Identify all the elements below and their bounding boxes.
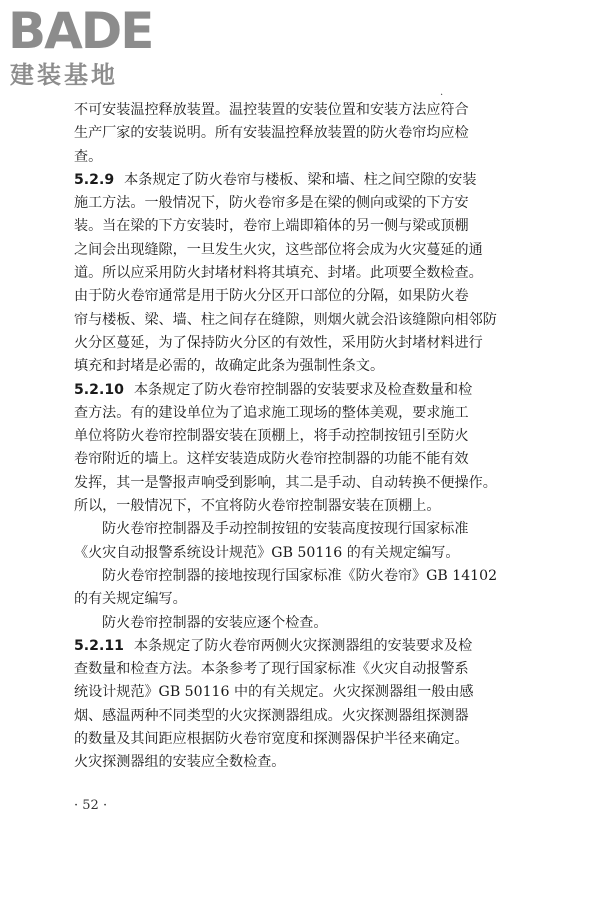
- text-line: [74, 146, 530, 169]
- text-line: [74, 705, 530, 728]
- text-line: [74, 169, 530, 192]
- text-line: [74, 262, 530, 285]
- text-line: [74, 635, 530, 658]
- line-text: 的数量及其间距应根据防火卷帘宽度和探测器保护半径来确定。: [74, 731, 469, 748]
- text-line: [74, 425, 530, 448]
- logo: [8, 2, 178, 89]
- text-line: [74, 658, 530, 681]
- line-text: 本条规定了防火卷帘两侧火灾探测器组的安装要求及检: [133, 637, 473, 654]
- text-line: [74, 751, 530, 774]
- line-text: 查。: [74, 148, 103, 165]
- line-text: 卷帘附近的墙上。这样安装造成防火卷帘控制器的功能不能有效: [74, 451, 469, 468]
- text-line: [74, 565, 530, 588]
- line-text: 防火卷帘控制器的接地按现行国家标准《防火卷帘》GB 14102: [102, 567, 498, 584]
- text-line: [74, 448, 530, 471]
- document-body: [74, 99, 530, 775]
- line-text: 道。所以应采用防火封堵材料将其填充、封堵。此项要全数检查。: [74, 265, 483, 282]
- text-line: [74, 612, 530, 635]
- text-line: [74, 239, 530, 262]
- text-line: [74, 402, 530, 425]
- text-line: [74, 122, 530, 145]
- line-text: 烟、感温两种不同类型的火灾探测器组成。火灾探测器组探测器: [74, 707, 469, 724]
- line-text: 防火卷帘控制器及手动控制按钮的安装高度按现行国家标准: [102, 521, 469, 538]
- line-text: 发挥，其一是警报声响受到影响，其二是手动、自动转换不便操作。: [74, 474, 497, 491]
- text-line: [74, 518, 530, 541]
- text-line: [74, 379, 530, 402]
- text-line: [74, 472, 530, 495]
- line-text: 的有关规定编写。: [74, 591, 187, 608]
- line-text: 不可安装温控释放装置。温控装置的安装位置和安装方法应符合: [74, 102, 469, 118]
- line-text: 由于防火卷帘通常是用于防火分区开口部位的分隔，如果防火卷: [74, 288, 469, 305]
- stray-dot: .: [440, 87, 444, 98]
- line-text: 本条规定了防火卷帘控制器的安装要求及检查数量和检: [133, 381, 473, 398]
- text-line: [74, 192, 530, 215]
- logo-wordmark: BADE: [8, 2, 153, 60]
- line-text: 装。当在梁的下方安装时，卷帘上端即箱体的另一侧与梁或顶棚: [74, 218, 469, 235]
- line-text: 之间会出现缝隙，一旦发生火灾，这些部位将会成为火灾蔓延的通: [74, 241, 483, 258]
- line-text: 单位将防火卷帘控制器安装在顶棚上，将手动控制按钮引至防火: [74, 428, 469, 445]
- text-line: [74, 309, 530, 332]
- text-line: [74, 332, 530, 355]
- line-text: 本条规定了防火卷帘与楼板、梁和墙、柱之间空隙的安装: [124, 171, 477, 188]
- line-text: 火分区蔓延，为了保持防火分区的有效性，采用防火封堵材料进行: [74, 334, 483, 351]
- line-text: 《火灾自动报警系统设计规范》GB 50116 的有关规定编写。: [74, 544, 460, 561]
- text-line: [74, 355, 530, 378]
- line-text: 火灾探测器组的安装应全数检查。: [74, 754, 286, 771]
- section-number: 5.2.9: [74, 171, 115, 188]
- line-text: 填充和封堵是必需的，故确定此条为强制性条文。: [74, 358, 385, 375]
- text-line: [74, 542, 530, 565]
- text-line: [74, 681, 530, 704]
- text-line: [74, 215, 530, 238]
- section-number: 5.2.10: [74, 381, 124, 398]
- line-text: 统设计规范》GB 50116 中的有关规定。火灾探测器组一般由感: [74, 684, 474, 701]
- line-text: 防火卷帘控制器的安装应逐个检查。: [102, 614, 328, 631]
- line-text: 生产厂家的安装说明。所有安装温控释放装置的防火卷帘均应检: [74, 125, 469, 142]
- text-line: [74, 728, 530, 751]
- text-line: [74, 285, 530, 308]
- page-number: · 52 ·: [74, 798, 108, 813]
- section-number: 5.2.11: [74, 637, 124, 654]
- line-text: 查数量和检查方法。本条参考了现行国家标准《火灾自动报警系: [74, 661, 469, 678]
- line-text: 施工方法。一般情况下，防火卷帘多是在梁的侧向或梁的下方安: [74, 195, 469, 212]
- line-text: 查方法。有的建设单位为了追求施工现场的整体美观，要求施工: [74, 404, 469, 421]
- text-line: [74, 99, 530, 122]
- text-line: [74, 588, 530, 611]
- text-line: [74, 495, 530, 518]
- line-text: 所以，一般情况下，不宜将防火卷帘控制器安装在顶棚上。: [74, 498, 441, 515]
- logo-subtitle: 建装基地: [10, 61, 118, 89]
- line-text: 帘与楼板、梁、墙、柱之间存在缝隙，则烟火就会沿该缝隙向相邻防: [74, 311, 497, 328]
